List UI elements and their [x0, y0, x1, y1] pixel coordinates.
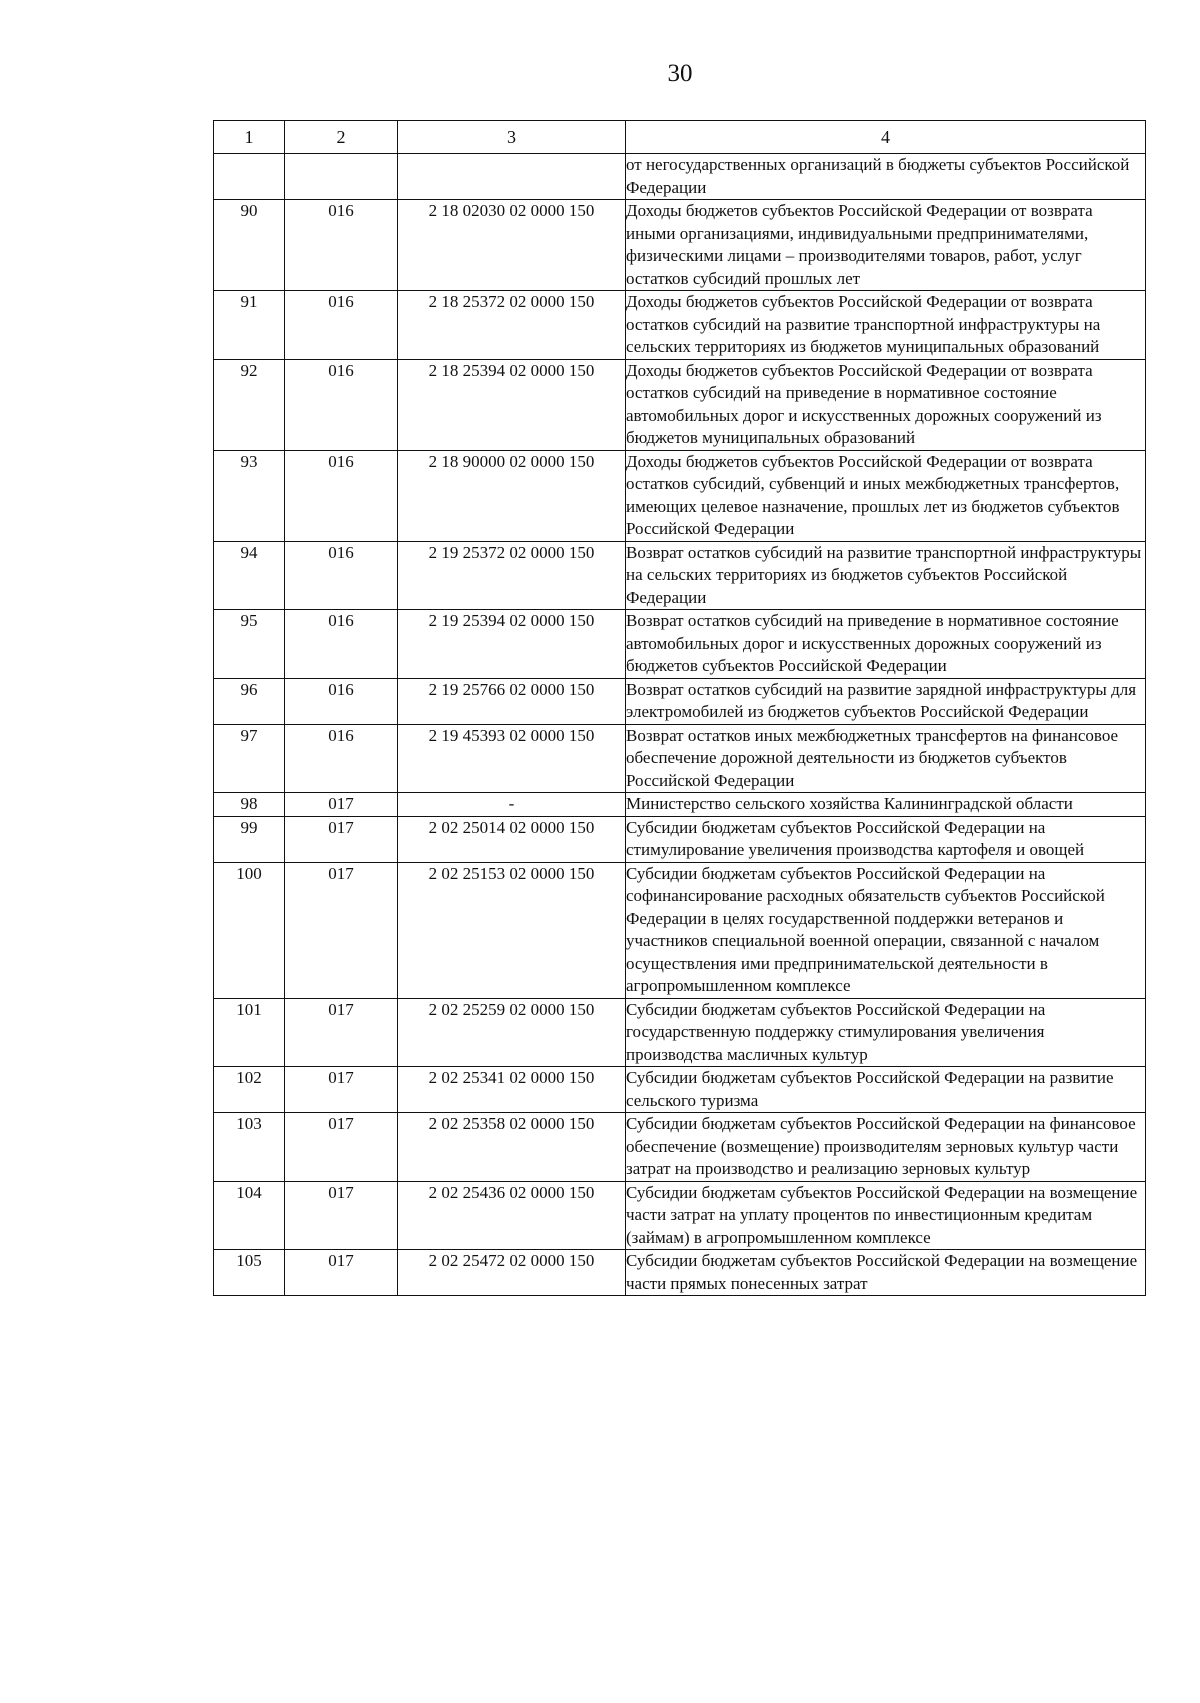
admin-code-cell: 017 — [285, 1113, 398, 1182]
row-number-cell: 97 — [214, 724, 285, 793]
budget-code-cell: 2 19 25394 02 0000 150 — [398, 610, 626, 679]
admin-code-cell: 016 — [285, 610, 398, 679]
row-number-cell: 100 — [214, 862, 285, 998]
budget-code-cell: 2 19 45393 02 0000 150 — [398, 724, 626, 793]
description-cell: Субсидии бюджетам субъектов Российской Федерации на возмещение части прямых понесенных затрат — [626, 1250, 1146, 1296]
admin-code-cell: 016 — [285, 291, 398, 360]
table-row — [214, 450, 1146, 541]
description-cell: Доходы бюджетов субъектов Российской Федерации от возврата остатков субсидий на развитие транспортной инфраструктуры на сельских территориях из бюджетов муниципальных образований — [626, 291, 1146, 360]
admin-code-cell: 017 — [285, 998, 398, 1067]
description-cell: Субсидии бюджетам субъектов Российской Федерации на государственную поддержку стимулирования увеличения производства масличных культур — [626, 998, 1146, 1067]
budget-code-cell: 2 02 25153 02 0000 150 — [398, 862, 626, 998]
admin-code-cell: 017 — [285, 816, 398, 862]
description-cell: Возврат остатков субсидий на развитие транспортной инфраструктуры на сельских территориях из бюджетов субъектов Российской Федерации — [626, 541, 1146, 610]
admin-code-cell — [285, 154, 398, 200]
admin-code-cell: 016 — [285, 359, 398, 450]
table-row — [214, 862, 1146, 998]
table-row — [214, 998, 1146, 1067]
description-cell: Министерство сельского хозяйства Калининградской области — [626, 793, 1146, 817]
table-row — [214, 1067, 1146, 1113]
budget-code-cell: 2 02 25436 02 0000 150 — [398, 1181, 626, 1250]
description-cell: Возврат остатков иных межбюджетных трансфертов на финансовое обеспечение дорожной деятельности из бюджетов субъектов Российской Федерации — [626, 724, 1146, 793]
table-row — [214, 1113, 1146, 1182]
page-number: 30 — [667, 60, 693, 87]
description-cell: Доходы бюджетов субъектов Российской Федерации от возврата остатков субсидий, субвенций и иных межбюджетных трансфертов, имеющих целевое назначение, прошлых лет из бюджетов субъектов Российской Федерации — [626, 450, 1146, 541]
budget-code-cell: 2 19 25372 02 0000 150 — [398, 541, 626, 610]
row-number-cell — [214, 154, 285, 200]
table-row — [214, 793, 1146, 817]
row-number-cell: 90 — [214, 200, 285, 291]
description-cell: Субсидии бюджетам субъектов Российской Федерации на возмещение части затрат на уплату процентов по инвестиционным кредитам (займам) в агропромышленном комплексе — [626, 1181, 1146, 1250]
admin-code-cell: 016 — [285, 450, 398, 541]
row-number-cell: 94 — [214, 541, 285, 610]
admin-code-cell: 017 — [285, 1067, 398, 1113]
row-number-cell: 92 — [214, 359, 285, 450]
revenue-codes-table — [213, 120, 1146, 1296]
table-header-row — [214, 121, 1146, 154]
admin-code-cell: 016 — [285, 200, 398, 291]
row-number-cell: 102 — [214, 1067, 285, 1113]
budget-code-cell — [398, 154, 626, 200]
budget-code-cell: 2 02 25014 02 0000 150 — [398, 816, 626, 862]
header-col-1: 1 — [214, 121, 285, 154]
admin-code-cell: 017 — [285, 793, 398, 817]
row-number-cell: 91 — [214, 291, 285, 360]
description-cell: Субсидии бюджетам субъектов Российской Федерации на софинансирование расходных обязательств субъектов Российской Федерации в целях государственной поддержки ветеранов и участников специальной военной операции, связанной с началом осуществления ими предпринимательской деятельности в агропромышленном комплексе — [626, 862, 1146, 998]
table-row — [214, 291, 1146, 360]
row-number-cell: 105 — [214, 1250, 285, 1296]
description-cell: от негосударственных организаций в бюджеты субъектов Российской Федерации — [626, 154, 1146, 200]
description-cell: Возврат остатков субсидий на приведение в нормативное состояние автомобильных дорог и искусственных дорожных сооружений из бюджетов субъектов Российской Федерации — [626, 610, 1146, 679]
admin-code-cell: 016 — [285, 541, 398, 610]
table-row — [214, 724, 1146, 793]
budget-code-cell: 2 18 02030 02 0000 150 — [398, 200, 626, 291]
description-cell: Субсидии бюджетам субъектов Российской Федерации на развитие сельского туризма — [626, 1067, 1146, 1113]
table-row — [214, 154, 1146, 200]
budget-code-cell: - — [398, 793, 626, 817]
description-cell: Доходы бюджетов субъектов Российской Федерации от возврата иными организациями, индивидуальными предпринимателями, физическими лицами – производителями товаров, работ, услуг остатков субсидий прошлых лет — [626, 200, 1146, 291]
table-row — [214, 610, 1146, 679]
header-col-4: 4 — [626, 121, 1146, 154]
admin-code-cell: 017 — [285, 1250, 398, 1296]
admin-code-cell: 017 — [285, 862, 398, 998]
row-number-cell: 93 — [214, 450, 285, 541]
table-row — [214, 541, 1146, 610]
row-number-cell: 96 — [214, 678, 285, 724]
row-number-cell: 104 — [214, 1181, 285, 1250]
table-row — [214, 816, 1146, 862]
budget-code-cell: 2 19 25766 02 0000 150 — [398, 678, 626, 724]
row-number-cell: 98 — [214, 793, 285, 817]
admin-code-cell: 017 — [285, 1181, 398, 1250]
header-col-2: 2 — [285, 121, 398, 154]
description-cell: Возврат остатков субсидий на развитие зарядной инфраструктуры для электромобилей из бюджетов субъектов Российской Федерации — [626, 678, 1146, 724]
budget-code-cell: 2 18 25394 02 0000 150 — [398, 359, 626, 450]
admin-code-cell: 016 — [285, 678, 398, 724]
row-number-cell: 101 — [214, 998, 285, 1067]
description-cell: Субсидии бюджетам субъектов Российской Федерации на финансовое обеспечение (возмещение) производителям зерновых культур части затрат на производство и реализацию зерновых культур — [626, 1113, 1146, 1182]
budget-code-cell: 2 02 25358 02 0000 150 — [398, 1113, 626, 1182]
admin-code-cell: 016 — [285, 724, 398, 793]
table-row — [214, 1250, 1146, 1296]
table-row — [214, 200, 1146, 291]
row-number-cell: 103 — [214, 1113, 285, 1182]
description-cell: Субсидии бюджетам субъектов Российской Федерации на стимулирование увеличения производства картофеля и овощей — [626, 816, 1146, 862]
row-number-cell: 95 — [214, 610, 285, 679]
description-cell: Доходы бюджетов субъектов Российской Федерации от возврата остатков субсидий на приведение в нормативное состояние автомобильных дорог и искусственных дорожных сооружений из бюджетов муниципальных образований — [626, 359, 1146, 450]
budget-code-cell: 2 02 25472 02 0000 150 — [398, 1250, 626, 1296]
table-row — [214, 678, 1146, 724]
table-row — [214, 1181, 1146, 1250]
table-body — [214, 154, 1146, 1296]
budget-code-cell: 2 02 25259 02 0000 150 — [398, 998, 626, 1067]
table-row — [214, 359, 1146, 450]
budget-code-cell: 2 18 25372 02 0000 150 — [398, 291, 626, 360]
budget-code-cell: 2 18 90000 02 0000 150 — [398, 450, 626, 541]
row-number-cell: 99 — [214, 816, 285, 862]
budget-code-cell: 2 02 25341 02 0000 150 — [398, 1067, 626, 1113]
header-col-3: 3 — [398, 121, 626, 154]
